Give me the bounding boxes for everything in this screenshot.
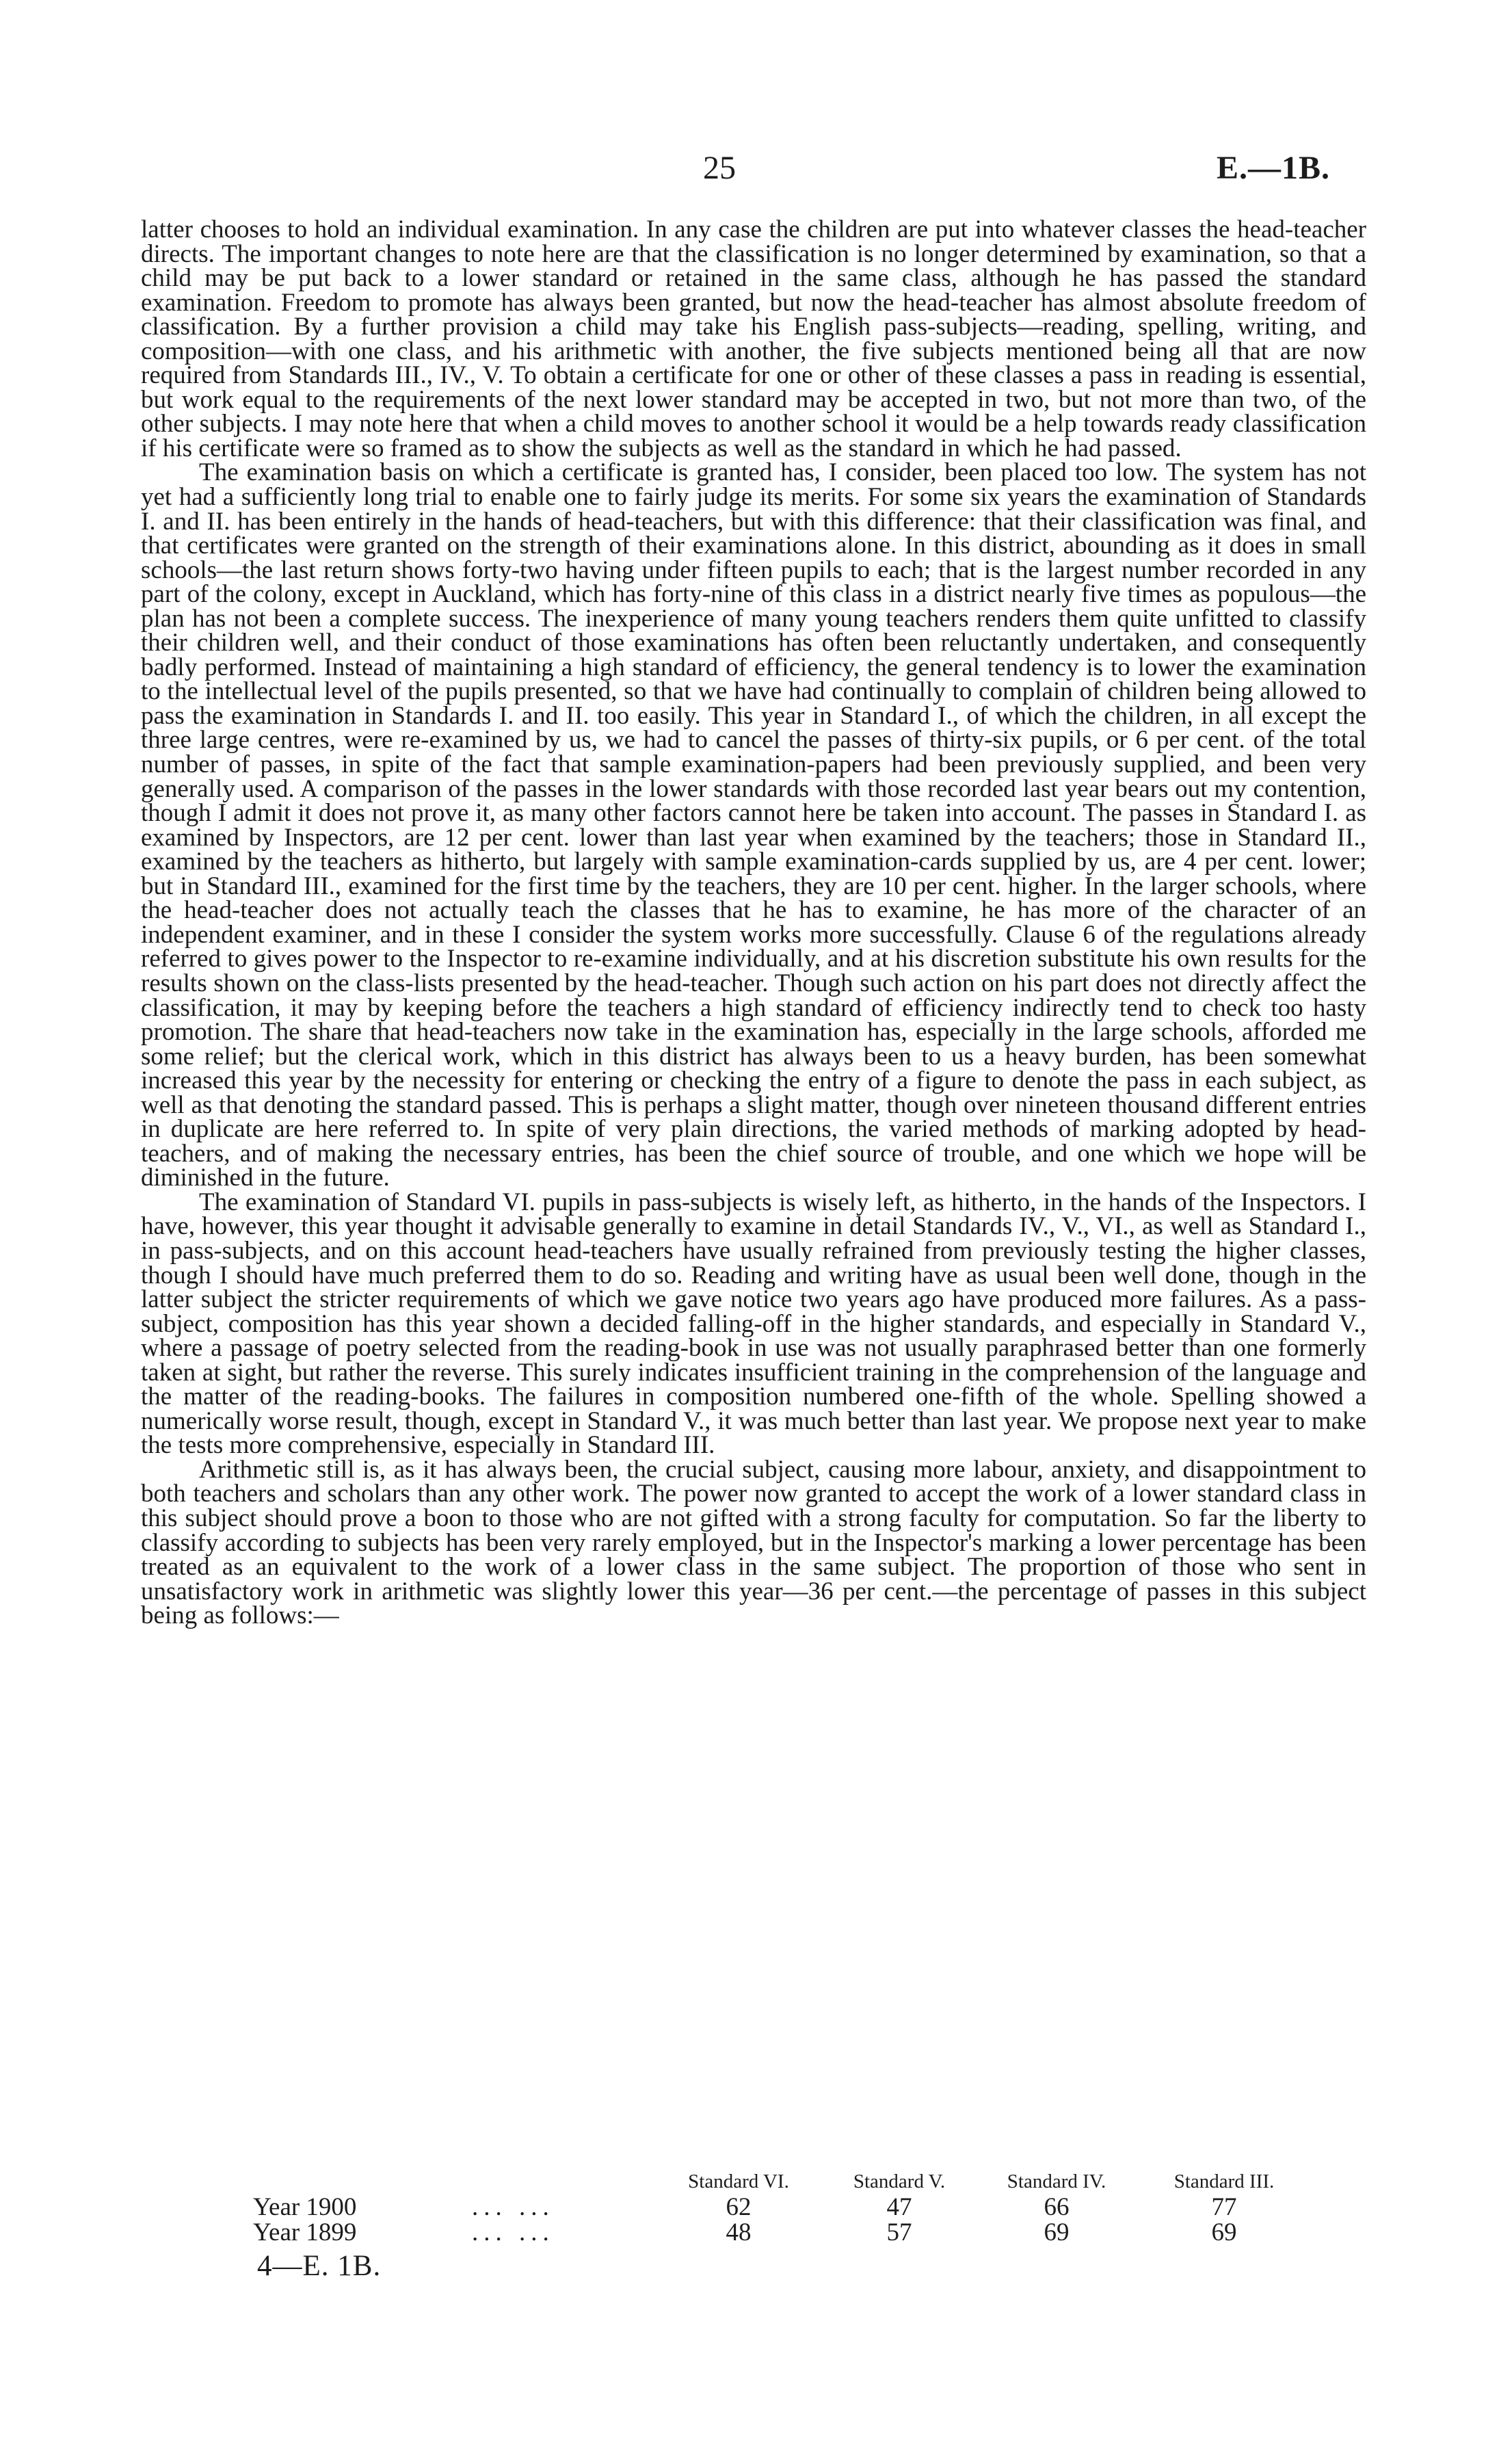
row-label: Year 1900 (253, 2193, 357, 2221)
table-cell: 69 (1044, 2218, 1070, 2246)
row-label: Year 1899 (253, 2218, 357, 2246)
table-header-blank (472, 2168, 656, 2194)
table-cell: 47 (886, 2193, 912, 2221)
table-cell: 66 (1044, 2193, 1070, 2221)
leader-dots: ... ... (472, 2218, 555, 2246)
table-cell: 69 (1211, 2218, 1237, 2246)
table-row (253, 2220, 1313, 2245)
table-header-blank (253, 2168, 472, 2194)
arithmetic-pass-table (253, 2168, 1313, 2245)
table-cell: 62 (726, 2193, 752, 2221)
page-number: 25 (703, 150, 736, 186)
table-cell: 48 (726, 2218, 752, 2246)
body-text (141, 215, 1366, 1630)
sheet-signature: 4—E. 1B. (257, 2250, 382, 2282)
table-header-standard-vi: Standard VI. (688, 2170, 789, 2192)
paragraph-examination-basis: The examination basis on which a certificate is granted has, I consider, been placed too low. The system has not yet had a sufficiently long trial to enable one to fairly judge its merits. For some six years the examination of Standards I. and II. has been entirely in the hands of head-teachers, but with this difference: that their classification was final, and that certificates were granted on the strength of their examinations alone. In this district, abounding as it does in small schools—the last return shows forty-two having under fifteen pupils to each; that is the largest number recorded in any part of the colony, except in Auckland, which has forty-nine of this class in a district nearly five times as populous—the plan has not been a complete success. The inexperience of many young teachers renders them quite unfitted to classify their children well, and their conduct of those examinations has often been reluctantly undertaken, and consequently badly performed. Instead of maintaining a high standard of efficiency, the general tendency is to lower the examination to the intellectual level of the pupils presented, so that we have had continually to complain of children being allowed to pass the examination in Standards I. and II. too easily. This year in Standard I., of which the children, in all except the three large centres, were re-examined by us, we had to cancel the passes of thirty-six pupils, or 6 per cent. of the total number of passes, in spite of the fact that sample examination-papers had been previously supplied, and been very generally used. A comparison of the passes in the lower standards with those recorded last year bears out my contention, though I admit it does not prove it, as many other factors cannot here be taken into account. The passes in Standard I. as examined by Inspectors, are 12 per cent. lower than last year when examined by the teachers; those in Standard II., examined by the teachers as hitherto, but largely with sample examination-cards supplied by us, are 4 per cent. lower; but in Standard III., examined for the first time by the teachers, they are 10 per cent. higher. In the larger schools, where the head-teacher does not actually teach the classes that he has to examine, he has more of the character of an independent examiner, and in these I consider the system works more successfully. Clause 6 of the regulations already referred to gives power to the Inspector to re-examine individually, and at his discretion substitute his own results for the results shown on the class-lists presented by the head-teacher. Though such action on his part does not directly affect the classification, it may by keeping before the teachers a high standard of efficiency indirectly tend to check too hasty promotion. The share that head-teachers now take in the examination has, especially in the large schools, afforded me some relief; but the clerical work, which in this district has always been to us a heavy burden, has been somewhat increased this year by the necessity for entering or checking the entry of a figure to denote the pass in each subject, as well as that denoting the standard passed. This is perhaps a slight matter, though over nineteen thousand different entries in duplicate are here referred to. In spite of very plain directions, the varied methods of marking adopted by head-teachers, and of making the necessary entries, has been the chief source of trouble, and one which we hope will be diminished in the future. (141, 458, 1366, 1192)
table-header-standard-iv: Standard IV. (1007, 2170, 1106, 2192)
table-header-standard-iii: Standard III. (1173, 2170, 1275, 2192)
paragraph-arithmetic: Arithmetic still is, as it has always been, the crucial subject, causing more labour, anxiety, and disappointment to both teachers and scholars than any other work. The power now granted to accept the work of a lower standard class in this subject should prove a boon to those who are not gifted with a strong faculty for computation. So far the liberty to classify according to subjects has been very rarely employed, but in the Inspector's marking a lower percentage has been treated as an equivalent to the work of a lower class in the same subject. The proportion of those who sent in unsatisfactory work in arithmetic was slightly lower this year—36 per cent.—the percentage of passes in this subject being as follows:— (141, 1455, 1366, 1630)
table-header-standard-v: Standard V. (853, 2170, 946, 2192)
table-cell: 57 (886, 2218, 912, 2246)
document-reference: E.—1B. (1216, 150, 1330, 186)
table-cell: 77 (1211, 2193, 1237, 2221)
leader-dots: ... ... (472, 2193, 555, 2221)
table-header-row (253, 2168, 1313, 2194)
paragraph-standard-six: The examination of Standard VI. pupils in pass-subjects is wisely left, as hitherto, in the hands of the Inspectors. I have, however, this year thought it advisable generally to examine in detail Standards IV., V., VI., as well as Standard I., in pass-subjects, and on this account head-teachers have usually refrained from previously testing the higher classes, though I should have much preferred them to do so. Reading and writing have as usual been well done, though in the latter subject the stricter requirements of which we gave notice two years ago have produced more failures. As a pass-subject, composition has this year shown a decided falling-off in the higher standards, and especially in Standard V., where a passage of poetry selected from the reading-book in use was not usually paraphrased better than one formerly taken at sight, but rather the reverse. This surely indicates insufficient training in the comprehension of the language and the matter of the reading-books. The failures in composition numbered one-fifth of the whole. Spelling showed a numerically worse result, though, except in Standard V., it was much better than last year. We propose next year to make the tests more comprehensive, especially in Standard III. (141, 1188, 1366, 1460)
paragraph-continuation: latter chooses to hold an individual examination. In any case the children are put into whatever classes the head-teacher directs. The important changes to note here are that the classification is no longer determined by examination, so that a child may be put back to a lower standard or retained in the same class, although he has passed the standard examination. Freedom to promote has always been granted, but now the head-teacher has almost absolute freedom of classification. By a further provision a child may take his English pass-subjects—reading, spelling, writing, and composition—with one class, and his arithmetic with another, the five subjects mentioned being all that are now required from Standards III., IV., V. To obtain a certificate for one or other of these classes a pass in reading is essential, but work equal to the requirements of the next lower standard may be accepted in two, but not more than two, of the other subjects. I may note here that when a child moves to another school it would be a help towards ready classification if his certificate were so framed as to show the subjects as well as the standard in which he had passed. (141, 215, 1366, 462)
table-row (253, 2194, 1313, 2220)
